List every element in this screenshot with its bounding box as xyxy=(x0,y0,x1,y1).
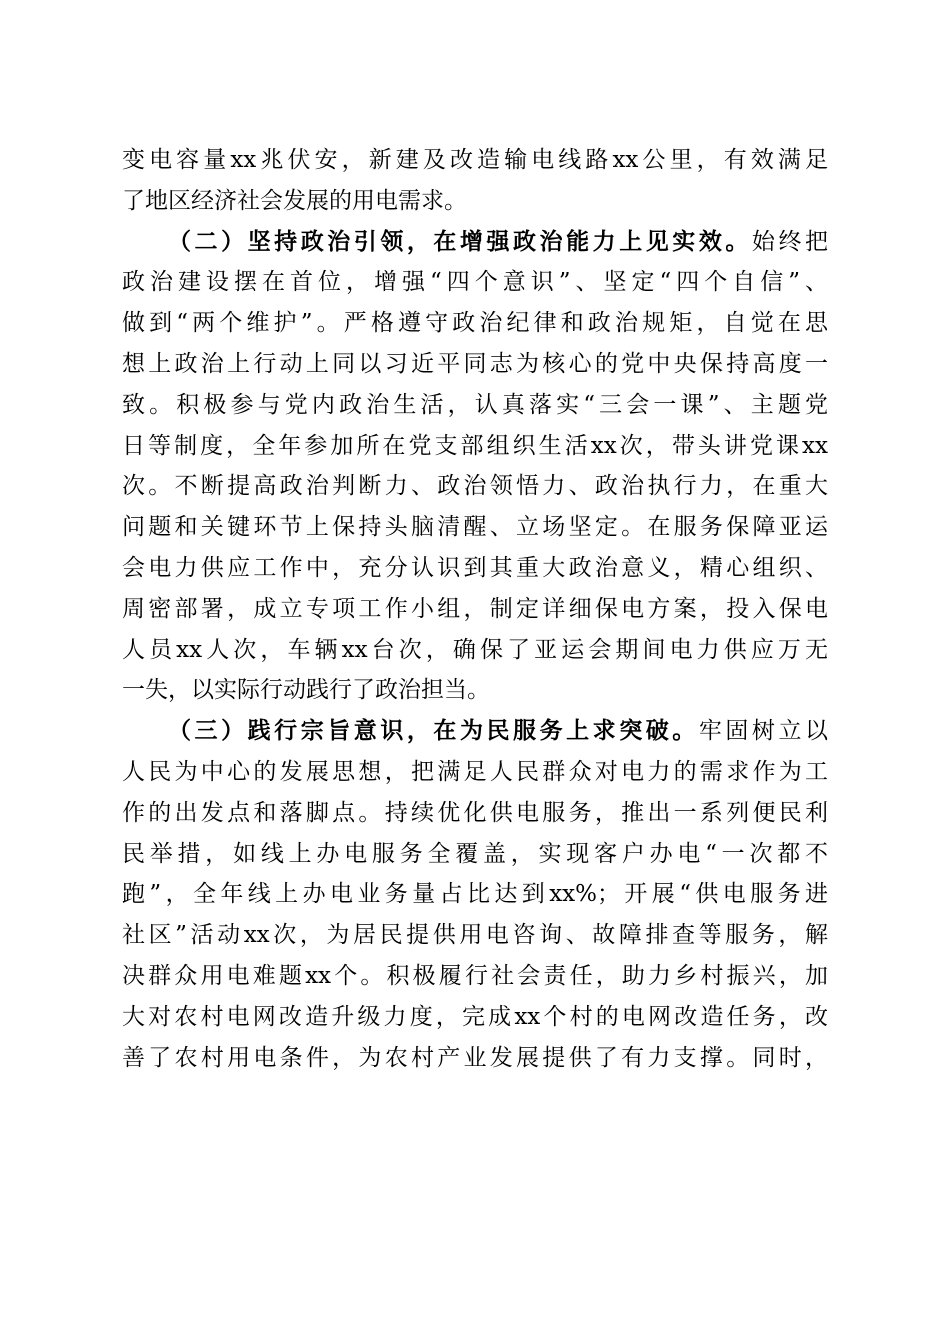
p2-line-4: 想上政治上行动上同以习近平同志为核心的党中央保持高度一 xyxy=(122,350,828,377)
p1-line-1: 变电容量xx兆伏安，新建及改造输电线路xx公里，有效满足 xyxy=(122,147,828,173)
p3-first-line-rest: 牢固树立以 xyxy=(698,718,829,745)
p2-line-3: 做到“两个维护”。严格遵守政治纪律和政治规矩，自觉在思 xyxy=(122,310,828,337)
p2-first-line-rest: 始终把 xyxy=(751,228,829,255)
p2-line-8: 问题和关键环节上保持头脑清醒、立场坚定。在服务保障亚运 xyxy=(122,514,828,541)
p3-line-7: 决群众用电难题xx个。积极履行社会责任，助力乡村振兴，加 xyxy=(122,962,828,989)
p3-line-6: 社区”活动xx次，为居民提供用电咨询、故障排查等服务，解 xyxy=(122,922,828,949)
p1-line-2: 了地区经济社会发展的用电需求。 xyxy=(122,187,467,214)
p3-line-2: 人民为中心的发展思想，把满足人民群众对电力的需求作为工 xyxy=(122,758,828,785)
p2-line-9: 会电力供应工作中，充分认识到其重大政治意义，精心组织、 xyxy=(122,554,828,581)
p3-line-1 xyxy=(122,711,828,752)
document-body xyxy=(122,140,828,1078)
p2-heading: （二）坚持政治引领，在增强政治能力上见实效。 xyxy=(168,227,752,255)
p2-line-2: 政治建设摆在首位，增强“四个意识”、坚定“四个自信”、 xyxy=(122,269,828,296)
p3-line-5: 跑”，全年线上办电业务量占比达到xx%；开展“供电服务进 xyxy=(122,881,828,908)
p2-line-12: 一失，以实际行动践行了政治担当。 xyxy=(122,677,490,704)
p3-line-8: 大对农村电网改造升级力度，完成xx个村的电网改造任务，改 xyxy=(122,1003,828,1030)
p3-line-9: 善了农村用电条件，为农村产业发展提供了有力支撑。同时， xyxy=(122,1044,828,1071)
p2-line-5: 致。积极参与党内政治生活，认真落实“三会一课”、主题党 xyxy=(122,391,828,418)
p2-line-10: 周密部署，成立专项工作小组，制定详细保电方案，投入保电 xyxy=(122,595,828,622)
p2-line-7: 次。不断提高政治判断力、政治领悟力、政治执行力，在重大 xyxy=(122,473,828,500)
p3-line-4: 民举措，如线上办电服务全覆盖，实现客户办电“一次都不 xyxy=(122,840,828,867)
p3-line-3: 作的出发点和落脚点。持续优化供电服务，推出一系列便民利 xyxy=(122,799,828,826)
p2-line-6: 日等制度，全年参加所在党支部组织生活xx次，带头讲党课xx xyxy=(122,432,828,459)
p3-heading: （三）践行宗旨意识，在为民服务上求突破。 xyxy=(168,717,699,745)
p2-line-11: 人员xx人次，车辆xx台次，确保了亚运会期间电力供应万无 xyxy=(122,636,828,663)
p2-line-1 xyxy=(122,222,828,263)
